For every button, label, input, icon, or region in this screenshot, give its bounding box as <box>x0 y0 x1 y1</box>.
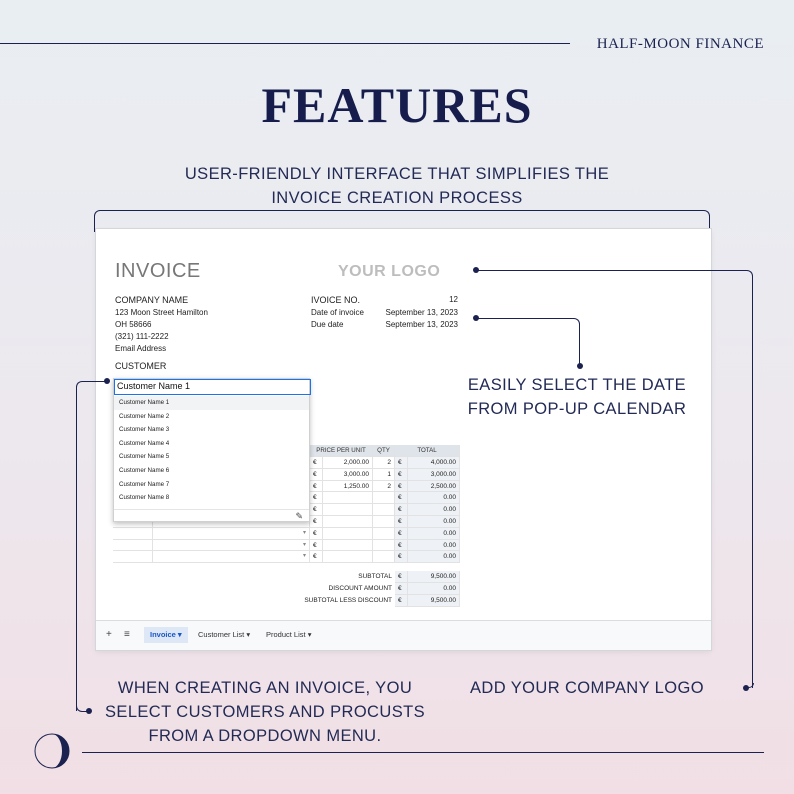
product-select-cell[interactable]: ▾ <box>153 528 310 540</box>
dropdown-option[interactable]: Customer Name 2 <box>119 412 170 420</box>
invoice-title: INVOICE <box>115 260 201 282</box>
caption-logo: ADD YOUR COMPANY LOGO <box>470 679 704 697</box>
price-cell[interactable] <box>323 492 373 504</box>
due-date-value[interactable]: September 13, 2023 <box>385 320 458 329</box>
dropdown-option[interactable]: Customer Name 7 <box>119 480 170 488</box>
qty-cell[interactable]: 2 <box>373 481 395 493</box>
due-date-label: Due date <box>311 320 344 329</box>
date-connector <box>476 318 580 366</box>
qty-cell[interactable] <box>373 528 395 540</box>
logo-placeholder[interactable]: YOUR LOGO <box>338 263 441 280</box>
customer-label: CUSTOMER <box>115 361 167 371</box>
company-email: Email Address <box>115 344 167 353</box>
currency-symbol: € <box>395 528 408 540</box>
currency-symbol: € <box>310 516 323 528</box>
dropdown-option[interactable]: Customer Name 4 <box>119 439 170 447</box>
sheet-tab[interactable] <box>192 627 256 643</box>
top-divider <box>0 43 570 44</box>
summary-value: 0.00 <box>408 583 460 595</box>
header-qty: QTY <box>373 445 395 457</box>
currency-symbol: € <box>310 540 323 552</box>
customer-dropdown[interactable] <box>113 378 310 522</box>
dropdown-divider <box>114 509 309 510</box>
caption-dropdown: WHEN CREATING AN INVOICE, YOU SELECT CUSTOMERS AND PROCUSTS FROM A DROPDOWN MENU. <box>105 679 425 745</box>
price-cell[interactable] <box>323 528 373 540</box>
total-cell: 4,000.00 <box>408 457 460 469</box>
bottom-divider <box>82 752 764 753</box>
currency-symbol: € <box>395 540 408 552</box>
currency-symbol: € <box>310 504 323 516</box>
currency-symbol: € <box>395 571 408 583</box>
header-price: PRICE PER UNIT <box>310 445 373 457</box>
qty-cell[interactable]: 2 <box>373 457 395 469</box>
header-total: TOTAL <box>395 445 460 457</box>
dropdown-option[interactable]: Customer Name 8 <box>119 494 170 502</box>
total-cell: 3,000.00 <box>408 469 460 481</box>
invoice-date-label: Date of invoice <box>311 308 364 317</box>
invoice-no-value[interactable]: 12 <box>449 295 458 304</box>
invoice-date-value[interactable]: September 13, 2023 <box>385 308 458 317</box>
total-cell: 0.00 <box>408 516 460 528</box>
currency-symbol: € <box>395 469 408 481</box>
total-cell: 0.00 <box>408 551 460 563</box>
total-cell: 2,500.00 <box>408 481 460 493</box>
company-phone: (321) 111-2222 <box>115 332 169 341</box>
currency-symbol: € <box>395 481 408 493</box>
half-moon-logo-icon <box>34 733 70 769</box>
qty-cell[interactable] <box>373 516 395 528</box>
caption-interface: USER-FRIENDLY INTERFACE THAT SIMPLIFIES THE INVOICE CREATION PROCESS <box>184 165 610 207</box>
summary-value: 9,500.00 <box>408 595 460 607</box>
qty-cell[interactable] <box>373 540 395 552</box>
currency-symbol: € <box>395 583 408 595</box>
dropdown-option[interactable]: Customer Name 3 <box>119 426 170 434</box>
qty-cell[interactable] <box>373 504 395 516</box>
chevron-down-icon: ▾ <box>175 630 182 639</box>
sheet-tab-label: Product List <box>266 630 306 639</box>
sheet-tab[interactable] <box>144 627 188 643</box>
all-sheets-menu-icon[interactable]: ≡ <box>124 629 130 640</box>
sheet-tab-label: Invoice <box>150 630 176 639</box>
qty-cell[interactable] <box>373 492 395 504</box>
customer-select-input[interactable]: Customer Name 1 <box>114 379 311 395</box>
dropdown-caption-dot <box>86 708 92 714</box>
item-number-cell[interactable] <box>113 540 153 552</box>
brand-name: HALF-MOON FINANCE <box>596 36 764 52</box>
invoice-no-label: IVOICE NO. <box>311 295 361 305</box>
logo-caption-dot <box>743 685 749 691</box>
currency-symbol: € <box>310 551 323 563</box>
company-city: OH 58666 <box>115 320 152 329</box>
qty-cell[interactable] <box>373 551 395 563</box>
currency-symbol: € <box>395 504 408 516</box>
summary-label: DISCOUNT AMOUNT <box>328 585 392 592</box>
sheet-tab-label: Customer List <box>198 630 245 639</box>
currency-symbol: € <box>395 595 408 607</box>
date-caption-dot <box>577 363 583 369</box>
sheet-tab[interactable] <box>260 627 317 643</box>
dropdown-option[interactable]: Customer Name 1 <box>114 396 309 410</box>
currency-symbol: € <box>395 516 408 528</box>
price-cell[interactable]: 3,000.00 <box>323 469 373 481</box>
total-cell: 0.00 <box>408 528 460 540</box>
summary-label: SUBTOTAL LESS DISCOUNT <box>304 596 392 604</box>
page-headline: FEATURES <box>261 77 533 133</box>
product-select-cell[interactable]: ▾ <box>153 540 310 552</box>
currency-symbol: € <box>395 492 408 504</box>
item-number-cell[interactable] <box>113 528 153 540</box>
price-cell[interactable] <box>323 551 373 563</box>
dropdown-option[interactable]: Customer Name 6 <box>119 467 170 474</box>
price-cell[interactable]: 1,250.00 <box>323 481 373 493</box>
chevron-down-icon: ▾ <box>244 630 251 639</box>
summary-value: 9,500.00 <box>408 571 460 583</box>
total-cell: 0.00 <box>408 504 460 516</box>
price-cell[interactable] <box>323 504 373 516</box>
price-cell[interactable]: 2,000.00 <box>323 457 373 469</box>
edit-pencil-icon[interactable]: ✎ <box>295 511 303 521</box>
currency-symbol: € <box>310 469 323 481</box>
total-cell: 0.00 <box>408 540 460 552</box>
add-sheet-icon[interactable]: + <box>106 629 112 640</box>
chevron-down-icon: ▾ <box>305 630 312 639</box>
currency-symbol: € <box>310 457 323 469</box>
price-cell[interactable] <box>323 540 373 552</box>
dropdown-option[interactable]: Customer Name 5 <box>119 453 170 461</box>
currency-symbol: € <box>395 551 408 563</box>
item-number-cell[interactable] <box>113 551 153 563</box>
product-select-cell[interactable]: ▾ <box>153 551 310 563</box>
price-cell[interactable] <box>323 516 373 528</box>
currency-symbol: € <box>395 457 408 469</box>
currency-symbol: € <box>310 481 323 493</box>
total-cell: 0.00 <box>408 492 460 504</box>
dropdown-connector <box>76 381 107 711</box>
summary-label: SUBTOTAL <box>358 573 392 581</box>
qty-cell[interactable]: 1 <box>373 469 395 481</box>
currency-symbol: € <box>310 492 323 504</box>
caption-calendar: EASILY SELECT THE DATE FROM POP-UP CALENDAR <box>467 376 687 418</box>
currency-symbol: € <box>310 528 323 540</box>
company-street: 123 Moon Street Hamilton <box>115 308 208 317</box>
company-name: COMPANY NAME <box>115 295 189 305</box>
